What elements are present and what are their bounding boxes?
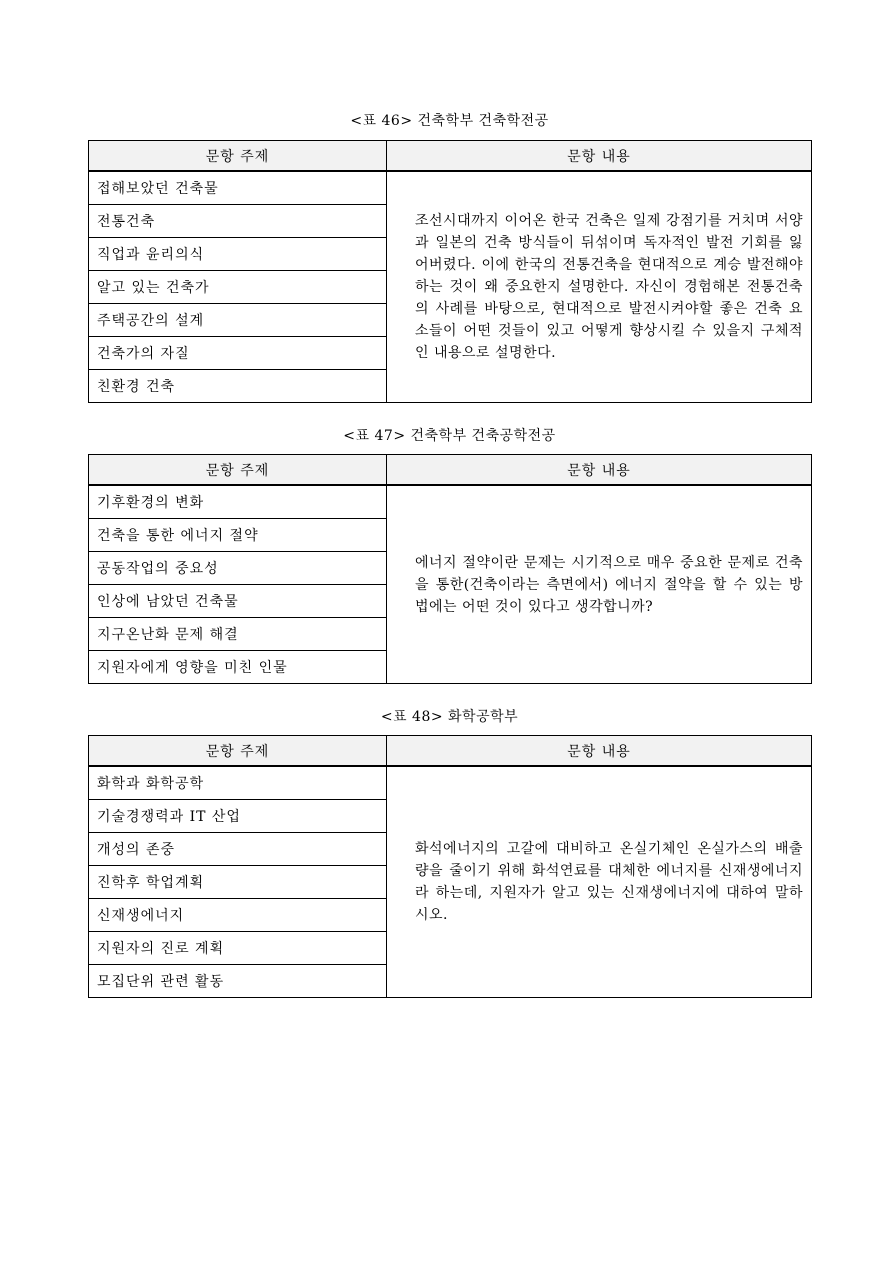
table-47 xyxy=(88,454,812,684)
table-header-row xyxy=(89,141,812,172)
header-content: 문항 내용 xyxy=(387,141,812,172)
header-content: 문항 내용 xyxy=(387,455,812,486)
header-content: 문항 내용 xyxy=(387,736,812,767)
topic-cell: 기술경쟁력과 IT 산업 xyxy=(89,800,387,833)
content-cell: 에너지 절약이란 문제는 시기적으로 매우 중요한 문제로 건축을 통한(건축이라는 측면에서) 에너지 절약을 할 수 있는 방법에는 어떤 것이 있다고 생각합니까? xyxy=(387,485,812,684)
table-row xyxy=(89,766,812,800)
table-47-caption: <표 47> 건축학부 건축공학전공 xyxy=(343,428,556,444)
topic-cell: 지원자의 진로 계획 xyxy=(89,932,387,965)
topic-cell: 화학과 화학공학 xyxy=(89,766,387,800)
topic-cell: 지원자에게 영향을 미친 인물 xyxy=(89,651,387,684)
topic-cell: 인상에 남았던 건축물 xyxy=(89,585,387,618)
table-48-caption: <표 48> 화학공학부 xyxy=(380,709,519,725)
topic-cell: 기후환경의 변화 xyxy=(89,485,387,519)
topic-cell: 접해보았던 건축물 xyxy=(89,171,387,205)
table-46 xyxy=(88,140,812,403)
topic-cell: 알고 있는 건축가 xyxy=(89,271,387,304)
header-topic: 문항 주제 xyxy=(89,736,387,767)
header-topic: 문항 주제 xyxy=(89,141,387,172)
table-48 xyxy=(88,735,812,998)
topic-cell: 전통건축 xyxy=(89,205,387,238)
table-46-caption: <표 46> 건축학부 건축학전공 xyxy=(350,113,549,129)
content-cell: 화석에너지의 고갈에 대비하고 온실기체인 온실가스의 배출량을 줄이기 위해 화석연료를 대체한 에너지를 신재생에너지라 하는데, 지원자가 알고 있는 신재생에너지에 대하여 말하시오. xyxy=(387,766,812,998)
table-row xyxy=(89,171,812,205)
topic-cell: 모집단위 관련 활동 xyxy=(89,965,387,998)
table-header-row xyxy=(89,455,812,486)
topic-cell: 직업과 윤리의식 xyxy=(89,238,387,271)
header-topic: 문항 주제 xyxy=(89,455,387,486)
topic-cell: 진학후 학업계획 xyxy=(89,866,387,899)
topic-cell: 친환경 건축 xyxy=(89,370,387,403)
topic-cell: 지구온난화 문제 해결 xyxy=(89,618,387,651)
topic-cell: 공동작업의 중요성 xyxy=(89,552,387,585)
topic-cell: 건축을 통한 에너지 절약 xyxy=(89,519,387,552)
table-row xyxy=(89,485,812,519)
topic-cell: 개성의 존중 xyxy=(89,833,387,866)
topic-cell: 건축가의 자질 xyxy=(89,337,387,370)
table-header-row xyxy=(89,736,812,767)
content-cell: 조선시대까지 이어온 한국 건축은 일제 강점기를 거치며 서양과 일본의 건축 방식들이 뒤섞이며 독자적인 발전 기회를 잃어버렸다. 이에 한국의 전통건축을 현대적으로 계승 발전해야 하는 것이 왜 중요한지 설명한다. 자신이 경험해본 전통건축의 사례를 바탕으로, 현대적으로 발전시켜야할 좋은 건축 요소들이 어떤 것들이 있고 어떻게 향상시킬 수 있을지 구체적인 내용으로 설명한다. xyxy=(387,171,812,403)
topic-cell: 주택공간의 설계 xyxy=(89,304,387,337)
topic-cell: 신재생에너지 xyxy=(89,899,387,932)
